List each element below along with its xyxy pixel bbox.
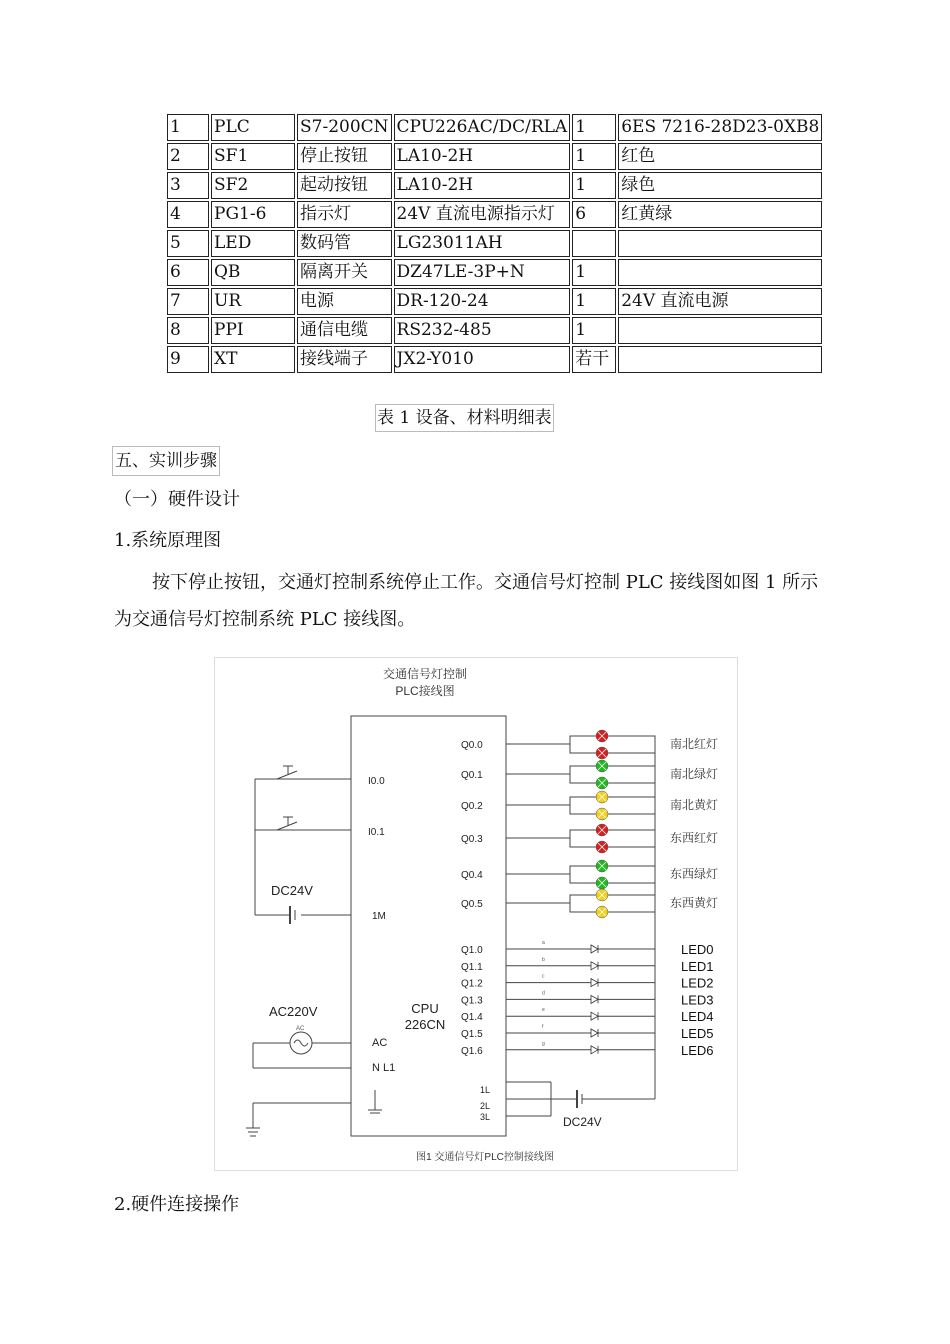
figure-title-2: PLC接线图	[395, 684, 455, 698]
table-cell: SF1	[211, 143, 295, 170]
table-cell: 24V 直流电源指示灯	[394, 201, 571, 228]
table-cell: 6	[167, 259, 209, 286]
diode-icon	[591, 1029, 598, 1037]
led-port: Q1.4	[461, 1012, 483, 1024]
table-cell: 红黄绿	[618, 201, 822, 228]
light-pair-frame	[570, 895, 655, 912]
segment-letter: f	[542, 1024, 544, 1030]
nl1-terminal: N L1	[372, 1062, 396, 1074]
table-cell: 接线端子	[297, 346, 392, 373]
table-cell: 起动按钮	[297, 172, 392, 199]
output-port: Q0.3	[461, 834, 483, 845]
table-row	[167, 201, 822, 228]
wiring-figure	[214, 657, 738, 1171]
common-3l: 3L	[480, 1112, 491, 1122]
ac-small: AC	[296, 1026, 305, 1032]
table-cell: 1	[572, 114, 616, 141]
output-port: Q0.4	[461, 870, 483, 881]
table-cell: 4	[167, 201, 209, 228]
table-cell: LA10-2H	[394, 143, 571, 170]
table-cell: 2	[167, 143, 209, 170]
figure-caption: 图1 交通信号灯PLC控制接线图	[416, 1152, 554, 1163]
common-2l: 2L	[480, 1101, 491, 1111]
table-row	[167, 114, 822, 141]
light-label: 南北黄灯	[670, 798, 719, 812]
input-i01: I0.1	[368, 827, 385, 838]
diode-icon	[591, 995, 598, 1003]
diode-icon	[591, 962, 598, 970]
cpu-model: 226CN	[404, 1017, 446, 1032]
table-cell: 绿色	[618, 172, 822, 199]
table-cell: 6	[572, 201, 616, 228]
output-port: Q0.1	[461, 770, 483, 781]
table-row	[167, 288, 822, 315]
traffic-light-outputs	[461, 730, 718, 918]
table-cell	[618, 317, 822, 344]
table-cell: 若干	[572, 346, 616, 373]
light-label: 东西红灯	[670, 831, 719, 845]
led-label: LED2	[681, 975, 714, 991]
table-cell: PG1-6	[211, 201, 295, 228]
ac-terminal: AC	[372, 1037, 388, 1049]
table-cell: 数码管	[297, 230, 392, 257]
led-label: LED5	[681, 1026, 714, 1041]
light-pair-frame	[570, 736, 655, 753]
table-cell: 24V 直流电源	[618, 288, 822, 315]
wiring-diagram	[215, 658, 737, 1170]
segment-letter: e	[542, 1007, 545, 1014]
table-cell: 1	[167, 114, 209, 141]
cpu-label: CPU	[411, 1001, 439, 1016]
output-port: Q0.5	[461, 899, 483, 910]
led-label: LED4	[681, 1009, 714, 1025]
table-cell: 6ES 7216-28D23-0XB8	[618, 114, 822, 141]
light-pair-frame	[570, 830, 655, 847]
led-label: LED3	[681, 992, 714, 1008]
diode-icon	[591, 945, 598, 953]
paragraph-line-1: 按下停止按钮，交通灯控制系统停止工作。交通信号灯控制 PLC 接线图如图 1 所示	[152, 572, 819, 593]
table-cell: PLC	[211, 114, 295, 141]
led-port: Q1.2	[461, 978, 483, 990]
table-row	[167, 259, 822, 286]
table-cell: 电源	[297, 288, 392, 315]
table-row	[167, 172, 822, 199]
light-label: 南北红灯	[670, 737, 719, 751]
table-cell: UR	[211, 288, 295, 315]
table-cell: DZ47LE-3P+N	[394, 259, 571, 286]
table-cell: QB	[211, 259, 295, 286]
table-row	[167, 346, 822, 373]
table-cell: S7-200CN	[297, 114, 392, 141]
dc24v-left: DC24V	[271, 883, 313, 898]
table-cell: LA10-2H	[394, 172, 571, 199]
led-port: Q1.1	[461, 961, 483, 973]
table-cell: 停止按钮	[297, 143, 392, 170]
table-cell: 5	[167, 230, 209, 257]
table-cell	[618, 346, 822, 373]
segment-letter: b	[542, 956, 545, 963]
led-outputs	[461, 940, 714, 1058]
segment-letter: d	[542, 990, 545, 997]
led-label: LED0	[681, 942, 714, 957]
light-label: 东西绿灯	[670, 867, 719, 881]
segment-letter: a	[542, 940, 545, 946]
diode-icon	[591, 1046, 598, 1054]
table-cell: 7	[167, 288, 209, 315]
led-label: LED1	[681, 958, 714, 974]
table-cell: LG23011AH	[394, 230, 571, 257]
table-cell: 红色	[618, 143, 822, 170]
table-cell: 指示灯	[297, 201, 392, 228]
subsection-title: （一）硬件设计	[114, 489, 240, 510]
table-cell: 3	[167, 172, 209, 199]
light-pair-frame	[570, 866, 655, 883]
segment-letter: c	[542, 973, 545, 980]
table-cell: 1	[572, 288, 616, 315]
light-label: 南北绿灯	[670, 767, 719, 781]
table-cell: LED	[211, 230, 295, 257]
table-row	[167, 143, 822, 170]
table-caption: 表 1 设备、材料明细表	[375, 404, 554, 432]
led-port: Q1.6	[461, 1045, 483, 1057]
light-pair-frame	[570, 766, 655, 783]
table-cell	[618, 259, 822, 286]
table-cell: 1	[572, 259, 616, 286]
ac220v: AC220V	[269, 1004, 318, 1019]
table-row	[167, 317, 822, 344]
table-cell: RS232-485	[394, 317, 571, 344]
table-row	[167, 230, 822, 257]
table-cell: 8	[167, 317, 209, 344]
table-cell: XT	[211, 346, 295, 373]
led-port: Q1.0	[461, 945, 483, 956]
table-cell	[572, 230, 616, 257]
item-2-heading: 2.硬件连接操作	[114, 1194, 240, 1215]
input-i00: I0.0	[368, 776, 385, 787]
table-cell: 1	[572, 172, 616, 199]
table-cell: SF2	[211, 172, 295, 199]
table-cell: 9	[167, 346, 209, 373]
diode-icon	[591, 979, 598, 987]
light-label: 东西黄灯	[670, 896, 719, 910]
light-pair-frame	[570, 797, 655, 814]
segment-letter: g	[542, 1040, 545, 1047]
common-1l: 1L	[480, 1085, 491, 1095]
table-cell: DR-120-24	[394, 288, 571, 315]
output-port: Q0.0	[461, 740, 483, 751]
led-port: Q1.3	[461, 995, 483, 1007]
dc24v-right: DC24V	[563, 1115, 602, 1129]
diode-icon	[591, 1012, 598, 1020]
paragraph-line-2: 为交通信号灯控制系统 PLC 接线图。	[114, 609, 416, 630]
table-cell	[618, 230, 822, 257]
output-port: Q0.2	[461, 801, 483, 812]
input-1m: 1M	[372, 911, 386, 922]
led-port: Q1.5	[461, 1029, 483, 1040]
figure-title-1: 交通信号灯控制	[382, 667, 468, 681]
table-cell: 1	[572, 317, 616, 344]
table-cell: 通信电缆	[297, 317, 392, 344]
table-cell: JX2-Y010	[394, 346, 571, 373]
table-cell: 1	[572, 143, 616, 170]
section-title: 五、实训步骤	[112, 446, 220, 476]
table-cell: 隔离开关	[297, 259, 392, 286]
led-label: LED6	[681, 1042, 714, 1058]
materials-table	[165, 112, 824, 375]
table-cell: PPI	[211, 317, 295, 344]
table-cell: CPU226AC/DC/RLA	[394, 114, 571, 141]
item-1-heading: 1.系统原理图	[114, 530, 222, 551]
